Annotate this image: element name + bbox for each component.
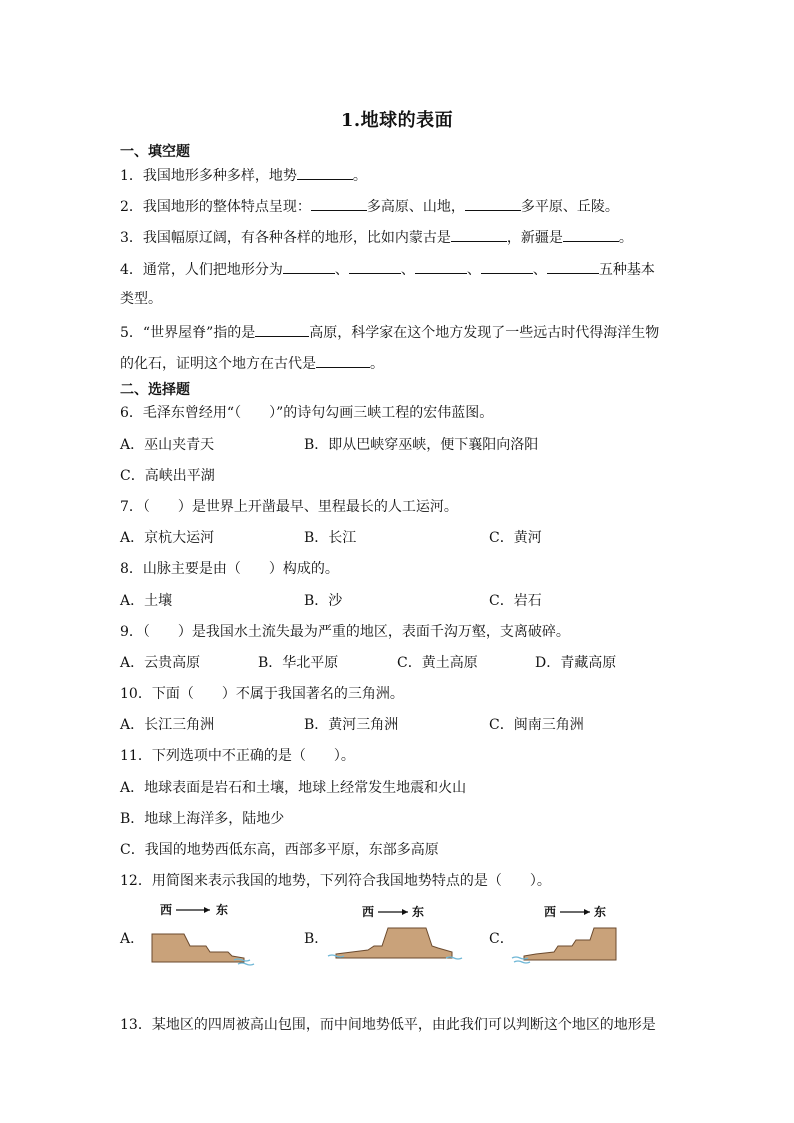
option-a[interactable]: A．京杭大运河 bbox=[120, 530, 215, 546]
question-2: 2．我国地形的整体特点呈现： 多高原、山地， 多平原、丘陵。 bbox=[120, 196, 619, 216]
option-c[interactable]: C．闽南三角洲 bbox=[489, 717, 584, 733]
answer-blank[interactable] bbox=[255, 322, 309, 337]
option-a[interactable]: A．土壤 bbox=[120, 593, 173, 609]
option-b[interactable]: B．地球上海洋多，陆地少 bbox=[120, 811, 285, 827]
terrain-profile bbox=[336, 928, 452, 958]
terrain-diagram-b[interactable] bbox=[326, 900, 464, 970]
question-6: 6．毛泽东曾经用“（ ）”的诗句勾画三峡工程的宏伟蓝图。 bbox=[120, 405, 494, 421]
question-3: 3．我国幅原辽阔，有各种各样的地形，比如内蒙古是 ，新疆是 。 bbox=[120, 227, 633, 247]
option-b[interactable]: B．黄河三角洲 bbox=[304, 717, 399, 733]
terrain-diagram-a[interactable] bbox=[146, 900, 258, 970]
option-c[interactable]: C． bbox=[489, 931, 514, 947]
question-8: 8．山脉主要是由（ ）构成的。 bbox=[120, 561, 339, 577]
page-title: 1.地球的表面 bbox=[340, 110, 454, 131]
option-b[interactable]: B．华北平原 bbox=[258, 655, 339, 671]
terrain-diagram-c[interactable] bbox=[510, 900, 622, 970]
option-a[interactable]: A．地球表面是岩石和土壤，地球上经常发生地震和火山 bbox=[120, 780, 467, 796]
answer-blank[interactable] bbox=[349, 259, 401, 274]
question-4-continued: 类型。 bbox=[120, 291, 162, 307]
terrain-profile bbox=[152, 934, 244, 962]
east-label: 东 bbox=[412, 905, 425, 919]
option-b[interactable]: B．长江 bbox=[304, 530, 357, 546]
answer-blank[interactable] bbox=[415, 259, 467, 274]
answer-blank[interactable] bbox=[283, 259, 335, 274]
option-a[interactable]: A．长江三角洲 bbox=[120, 717, 215, 733]
option-a[interactable]: A．云贵高原 bbox=[120, 655, 201, 671]
answer-blank[interactable] bbox=[547, 259, 599, 274]
section-fill-blank: 一、填空题 bbox=[120, 144, 190, 160]
answer-blank[interactable] bbox=[451, 227, 507, 242]
east-label: 东 bbox=[216, 903, 229, 917]
answer-blank[interactable] bbox=[465, 196, 521, 211]
option-b[interactable]: B．沙 bbox=[304, 593, 343, 609]
question-9: 9．（ ）是我国水土流失最为严重的地区，表面千沟万壑，支离破碎。 bbox=[120, 624, 570, 640]
answer-blank[interactable] bbox=[316, 353, 370, 368]
option-c[interactable]: C．我国的地势西低东高，西部多平原，东部多高原 bbox=[120, 842, 439, 858]
east-label: 东 bbox=[594, 905, 607, 919]
question-5-continued: 的化石，证明这个地方在古代是 。 bbox=[120, 353, 384, 373]
question-7: 7．（ ）是世界上开凿最早、里程最长的人工运河。 bbox=[120, 499, 458, 515]
west-label: 西 bbox=[160, 903, 173, 917]
question-5: 5．“世界屋脊”指的是 高原，科学家在这个地方发现了一些远古时代得海洋生物 bbox=[120, 322, 659, 342]
question-11: 11．下列选项中不正确的是（ ）。 bbox=[120, 748, 355, 764]
answer-blank[interactable] bbox=[311, 196, 367, 211]
west-label: 西 bbox=[362, 905, 375, 919]
option-c[interactable]: C．黄河 bbox=[489, 530, 542, 546]
question-10: 10．下面（ ）不属于我国著名的三角洲。 bbox=[120, 686, 404, 702]
option-a[interactable]: A． bbox=[120, 931, 145, 947]
question-4: 4．通常，人们把地形分为 、 、 、 、 五种基本 bbox=[120, 259, 655, 279]
answer-blank[interactable] bbox=[563, 227, 619, 242]
terrain-profile bbox=[524, 928, 616, 960]
option-a[interactable]: A．巫山夹青天 bbox=[120, 437, 215, 453]
option-c[interactable]: C．黄土高原 bbox=[397, 655, 478, 671]
answer-blank[interactable] bbox=[297, 165, 353, 180]
option-b[interactable]: B．即从巴峡穿巫峡，便下襄阳向洛阳 bbox=[304, 437, 539, 453]
west-label: 西 bbox=[544, 905, 557, 919]
option-c[interactable]: C．岩石 bbox=[489, 593, 542, 609]
answer-blank[interactable] bbox=[481, 259, 533, 274]
question-12: 12．用简图来表示我国的地势，下列符合我国地势特点的是（ ）。 bbox=[120, 873, 551, 889]
option-c[interactable]: C．高峡出平湖 bbox=[120, 468, 215, 484]
section-multiple-choice: 二、选择题 bbox=[120, 382, 190, 398]
question-1: 1．我国地形多种多样，地势 。 bbox=[120, 165, 367, 185]
option-d[interactable]: D．青藏高原 bbox=[535, 655, 617, 671]
option-b[interactable]: B． bbox=[304, 931, 329, 947]
question-13: 13．某地区的四周被高山包围，而中间地势低平，由此我们可以判断这个地区的地形是 bbox=[120, 1017, 656, 1033]
